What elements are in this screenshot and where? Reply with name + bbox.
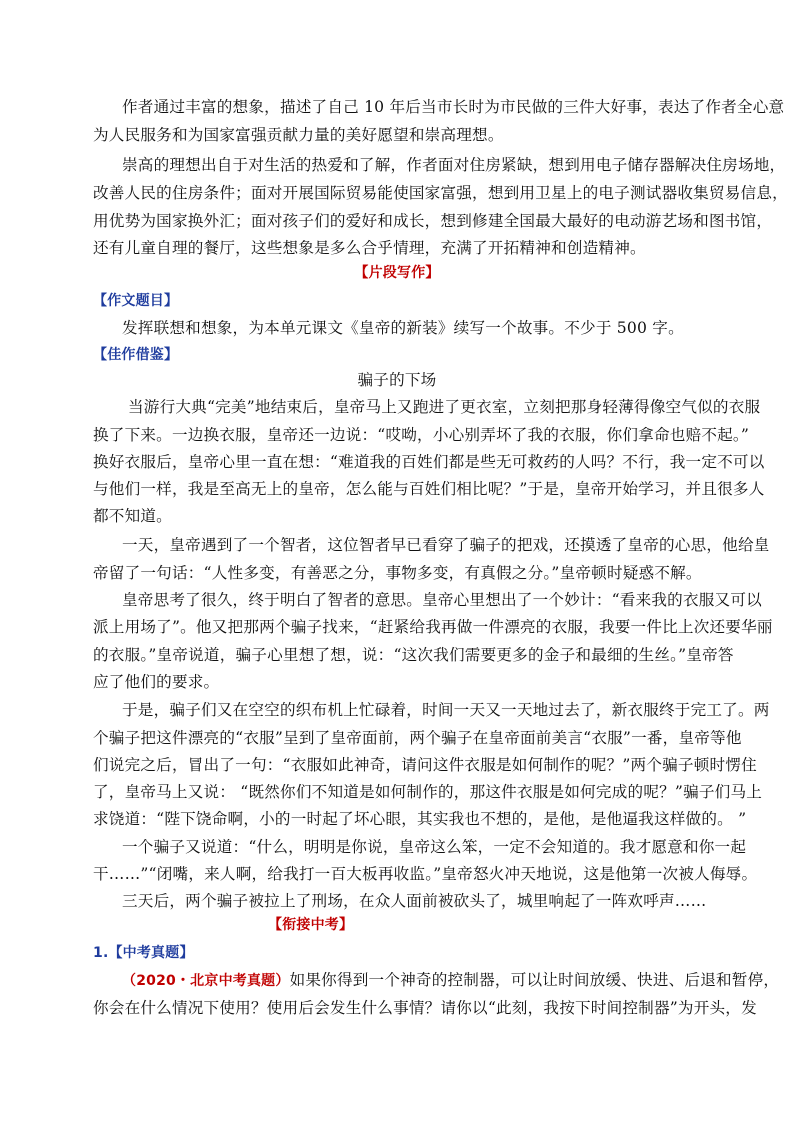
essay-line: 求饶道：“陛下饶命啊，小的一时起了坏心眼，其实我也不想的，是他，是他逼我这样做的。 ” [93,810,747,828]
exam-number-label: 1.【中考真题】 [93,945,194,961]
essay-line: 换了下来。一边换衣服，皇帝还一边说：“哎呦，小心别弄坏了我的衣服，你们拿命也赔不起。” [93,426,750,444]
essay-line: 一个骗子又说道：“什么，明明是你说，皇帝这么笨，一定不会知道的。我才愿意和你一起 [122,838,747,856]
sample-label: 【佳作借鉴】 [93,347,179,363]
intro-p2-line1: 崇高的理想出自于对生活的热爱和了解，作者面对住房紧缺，想到用电子储存器解决住房场地， [122,156,786,174]
essay-line: 三天后，两个骗子被拉上了刑场，在众人面前被砍头了，城里响起了一阵欢呼声…… [122,892,707,910]
essay-line: 一天，皇帝遇到了一个智者，这位智者早已看穿了骗子的把戏，还摸透了皇帝的心思，他给皇 [122,536,770,554]
essay-line: 皇帝思考了很久，终于明白了智者的意思。皇帝心里想出了一个妙计：“看来我的衣服又可以 [122,591,762,609]
topic-text: 发挥联想和想象，为本单元课文《皇帝的新装》续写一个故事。不少于 500 字。 [122,319,684,337]
essay-line: 当游行大典“完美”地结束后，皇帝马上又跑进了更衣室，立刻把那身轻薄得像空气似的衣服 [128,398,761,416]
exam-question-text: 如果你得到一个神奇的控制器，可以让时间放缓、快进、后退和暂停， [289,971,780,989]
section-heading-exam: 【衔接中考】 [268,917,354,933]
intro-p1-line1: 作者通过丰富的想象，描述了自己 10 年后当市长时为市民做的三件大好事，表达了作者全心意 [122,98,785,116]
essay-line: 都不知道。 [93,507,172,525]
essay-line: 帝留了一句话：“人性多变，有善恶之分，事物多变，有真假之分。”皇帝顿时疑惑不解。 [93,564,702,582]
essay-line: 派上用场了”。他又把那两个骗子找来，“赶紧给我再做一件漂亮的衣服，我要一件比上次还要华丽 [93,618,773,636]
topic-label: 【作文题目】 [93,293,179,309]
intro-p2-line2: 改善人民的住房条件；面对开展国际贸易能使国家富强，想到用卫星上的电子测试器收集贸易信息， [93,184,788,202]
intro-p2-line3: 用优势为国家换外汇；面对孩子们的爱好和成长，想到修建全国最大最好的电动游艺场和图书馆， [93,212,773,230]
essay-line: 们说完之后，冒出了一句：“衣服如此神奇，请问这件衣服是如何制作的呢？”两个骗子顿时愣住 [93,756,757,774]
essay-title: 骗子的下场 [357,371,437,389]
essay-line: 了，皇帝马上又说： “既然你们不知道是如何制作的，那这件衣服是如何完成的呢？”骗子们马上 [93,783,763,801]
exam-question-line1 [122,970,779,991]
section-heading-writing: 【片段写作】 [354,265,440,281]
essay-line: 个骗子把这件漂亮的“衣服”呈到了皇帝面前，两个骗子在皇帝面前美言“衣服”一番，皇帝等他 [93,729,742,747]
essay-line: 于是，骗子们又在空空的织布机上忙碌着，时间一天又一天地过去了，新衣服终于完工了。两 [122,701,770,719]
essay-line: 换好衣服后，皇帝心里一直在想：“难道我的百姓们都是些无可救药的人吗？不行，我一定不可以 [93,453,765,471]
exam-source: （2020・北京中考真题） [122,973,290,989]
intro-p1-line2: 为人民服务和为国家富强贡献力量的美好愿望和崇高理想。 [93,126,504,144]
essay-line: 应了他们的要求。 [93,673,220,691]
exam-question-line2: 你会在什么情况下使用？使用后会发生什么事情？请你以“此刻，我按下时间控制器”为开头，发 [93,999,757,1017]
essay-line: 的衣服。”皇帝说道，骗子心里想了想，说：“这次我们需要更多的金子和最细的生丝。”皇帝答 [93,646,734,664]
essay-line: 与他们一样，我是至高无上的皇帝，怎么能与百姓们相比呢？”于是，皇帝开始学习，并且很多人 [93,480,765,498]
intro-p2-line4: 还有儿童自理的餐厅，这些想象是多么合乎情理，充满了开拓精神和创造精神。 [93,239,646,257]
essay-line: 干……”“闭嘴，来人啊，给我打一百大板再收监。”皇帝怒火冲天地说，这是他第一次被人侮辱。 [93,865,758,883]
